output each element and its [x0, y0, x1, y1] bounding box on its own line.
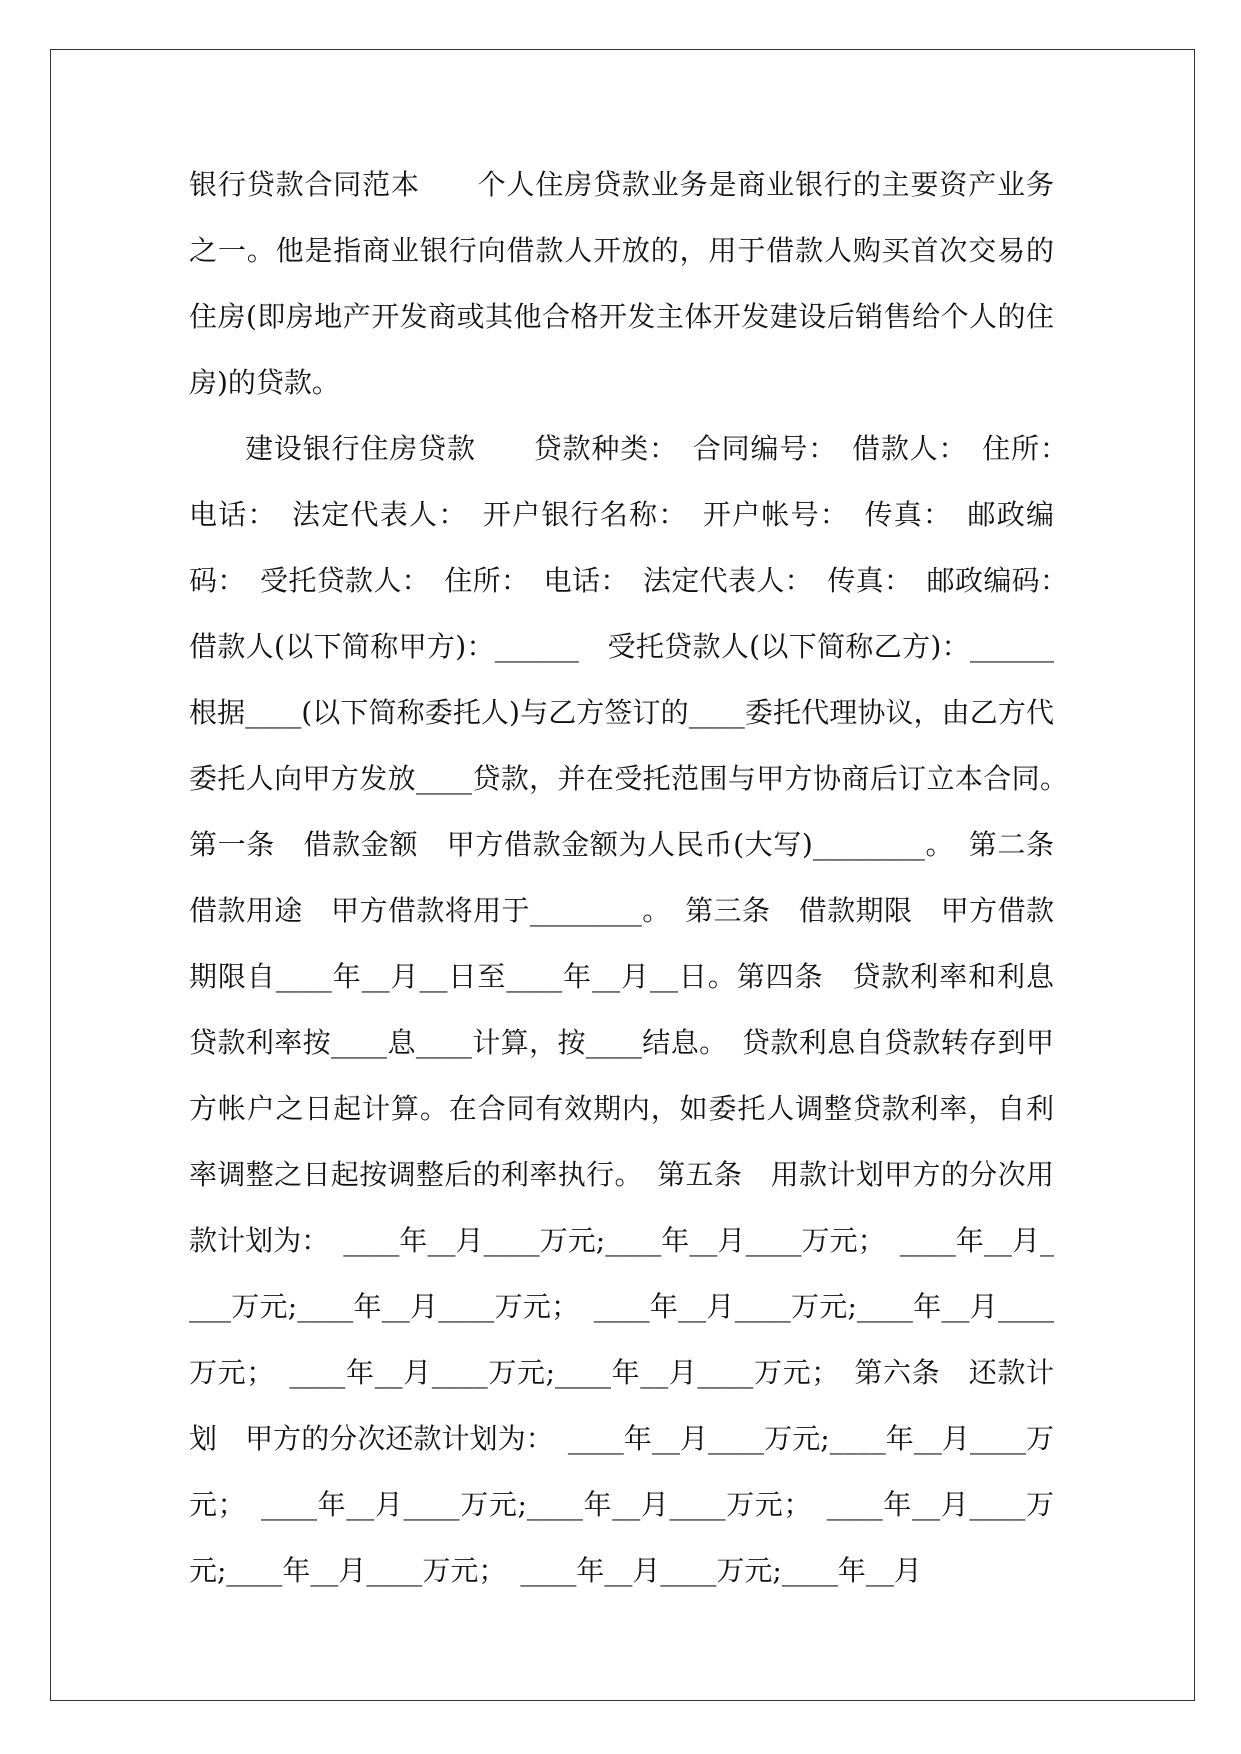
intro-paragraph: 银行贷款合同范本 个人住房贷款业务是商业银行的主要资产业务之一。他是指商业银行向借款人开放的，用于借款人购买首次交易的住房(即房地产开发商或其他合格开发主体开发建设后销售给个人的住房)的贷款。 — [189, 168, 1054, 399]
contract-body-paragraph: 建设银行住房贷款 贷款种类： 合同编号： 借款人： 住所： 电话： 法定代表人： 开户银行名称： 开户帐号： 传真： 邮政编码： 受托贷款人： 住所： 电话： 法定代表人： 传真： 邮政编码： 借款人(以下简称甲方)：______ 受托贷款人(以下简称乙方)：______ 根据____(以下简称委托人)与乙方签订的____委托代理协议，由乙方代委托人向甲方发放____贷款，并在受托范围与甲方协商后订立本合同。 第一条 借款金额 甲方借款金额为人民币(大写)________。 第二条 借款用途 甲方借款将用于________。 第三条 借款期限 甲方借款期限自____年__月__日至____年__月__日。第四条 贷款利率和利息 贷款利率按____息____计算，按____结息。 贷款利息自贷款转存到甲方帐户之日起计算。在合同有效期内，如委托人调整贷款利率，自利率调整之日起按调整后的利率执行。 第五条 用款计划甲方的分次用款计划为： ____年__月____万元;____年__月____万元； ____年__月____万元;____年__月____万元； ____年__月____万元;____年__月____万元； ____年__月____万元;____年__月____万元； 第六条 还款计划 甲方的分次还款计划为： ____年__月____万元;____年__月____万元； ____年__月____万元;____年__月____万元； ____年__月____万元;____年__月____万元； ____年__月____万元;____年__月 — [189, 432, 1083, 1587]
